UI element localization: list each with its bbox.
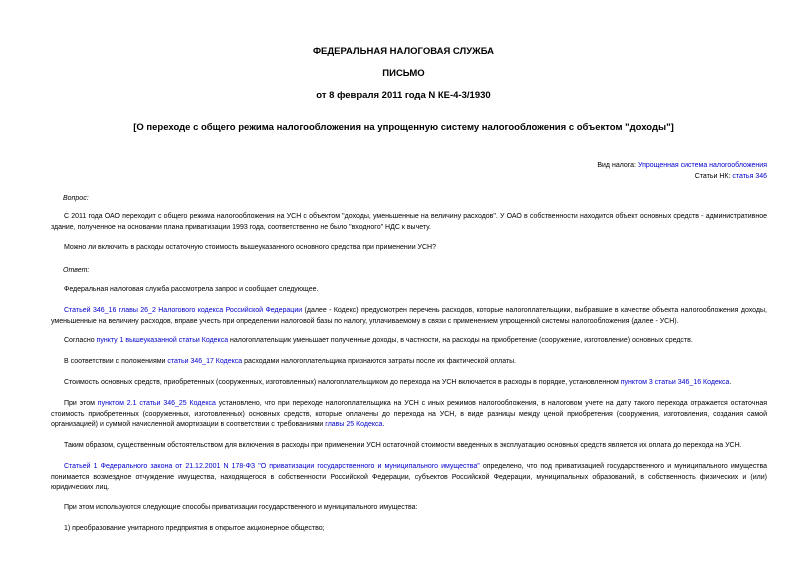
article-346-25-link[interactable]: пунктом 2.1 статьи 346_25 Кодекса	[97, 400, 216, 407]
answer-paragraph-4-pre: В соответствии с положениями	[64, 358, 168, 365]
nk-article-line	[695, 173, 767, 180]
question-paragraph-1: С 2011 года ОАО переходит с общего режима налогообложения на УСН с объектом "доходы, уменьшенные на величину расходов". У ОАО в собственности находится объект основных средств - административное здание, полученное на основании плана приватизации 1993 года, соответственно не было "входного" НДС к вычету.	[51, 213, 767, 231]
answer-paragraph-8-text: определено, что под приватизацией государственного и муниципального имущества понимается возмездное отчуждение имущества, находящегося в собственности Российской Федерации, субъектов Российской Федерации, муниципальных образований, в собственность физических и (или) юридических лиц.	[51, 463, 767, 491]
article-346-17-link[interactable]: статьи 346_17 Кодекса	[167, 358, 243, 365]
nk-article-label: Статьи НК:	[694, 173, 733, 180]
answer-paragraph-9: При этом используются следующие способы приватизации государственного и муниципального имущества:	[64, 504, 418, 511]
tax-type-label: Вид налога:	[597, 162, 638, 169]
answer-paragraph-8	[51, 462, 767, 494]
answer-paragraph-4	[51, 357, 767, 368]
document-date-number: от 8 февраля 2011 года N КЕ-4-3/1930	[316, 90, 491, 101]
tax-type-link[interactable]: Упрощенная система налогообложения	[637, 162, 767, 169]
answer-paragraph-2-text: (далее - Кодекс) предусмотрен перечень расходов, которые налогоплательщики, выбравшие в качестве объекта налогообложения доходы, уменьшенные на величину расходов, вправе учесть при определении налоговой базы по налогу, уплачиваемому в связи с применением упрощенной системы налогообложения (далее - УСН).	[51, 307, 767, 325]
article-346-16-link[interactable]: Статьей 346_16 главы 26_2 Налогового кодекса Российской Федерации	[64, 307, 303, 314]
answer-paragraph-2	[51, 306, 767, 327]
tax-type-line	[597, 162, 767, 169]
answer-paragraph-5-post: .	[729, 379, 732, 386]
document-type: ПИСЬМО	[382, 68, 425, 79]
chapter-25-link[interactable]: главы 25 Кодекса	[325, 421, 383, 428]
answer-paragraph-5	[51, 378, 767, 389]
answer-label: Ответ:	[63, 267, 90, 274]
answer-paragraph-6-post: .	[382, 421, 385, 428]
question-label: Вопрос:	[63, 195, 89, 202]
answer-paragraph-7: Таким образом, существенным обстоятельством для включения в расходы при применении УСН остаточной стоимости введенных в эксплуатацию основных средств является их оплата до перехода на УСН.	[64, 442, 742, 449]
answer-paragraph-6	[51, 399, 767, 431]
answer-paragraph-6-mid: установлено, что при переходе налогоплательщика на УСН с иных режимов налогообложения, в налоговом учете на дату такого перехода отражается остаточная стоимость приобретенных (сооруженных, изготовленных) основных средств, которые оплачены до перехода на УСН, в виде разницы между ценой приобретения (сооружения, изготовления, создания самой организацией) и суммой начисленной амортизации в соответствии с требованиями	[51, 400, 767, 428]
nk-article-link[interactable]: статья 346	[732, 173, 767, 180]
article-clause-1-link[interactable]: пункту 1 вышеуказанной статьи Кодекса	[96, 337, 229, 344]
answer-paragraph-3-pre: Согласно	[64, 337, 97, 344]
document-subject: [О переходе с общего режима налогообложения на упрощенную систему налогообложения с объектом "доходы"]	[133, 122, 674, 133]
question-paragraph-2: Можно ли включить в расходы остаточную стоимость вышеуказанного основного средства при применении УСН?	[64, 244, 437, 251]
answer-paragraph-3-post: налогоплательщик уменьшает полученные доходы, в частности, на расходы на приобретение (сооружение, изготовление) основных средств.	[228, 337, 693, 344]
article-346-16-clause-3-link[interactable]: пунктом 3 статьи 346_16 Кодекса	[620, 379, 730, 386]
answer-paragraph-4-post: расходами налогоплательщика признаются затраты после их фактической оплаты.	[242, 358, 517, 365]
answer-paragraph-10: 1) преобразование унитарного предприятия в открытое акционерное общество;	[64, 525, 325, 532]
federal-law-178-link[interactable]: Статьей 1 Федерального закона от 21.12.2001 N 178-ФЗ "О приватизации государственного и муниципального имущества"	[64, 463, 480, 470]
answer-paragraph-6-pre: При этом	[64, 400, 98, 407]
answer-paragraph-5-pre: Стоимость основных средств, приобретенных (сооруженных, изготовленных) налогоплательщиком до перехода на УСН включается в расходы в порядке, установленном	[64, 379, 621, 386]
agency-title: ФЕДЕРАЛЬНАЯ НАЛОГОВАЯ СЛУЖБА	[312, 46, 495, 57]
answer-paragraph-1: Федеральная налоговая служба рассмотрела запрос и сообщает следующее.	[64, 286, 319, 293]
answer-paragraph-3	[51, 336, 767, 347]
